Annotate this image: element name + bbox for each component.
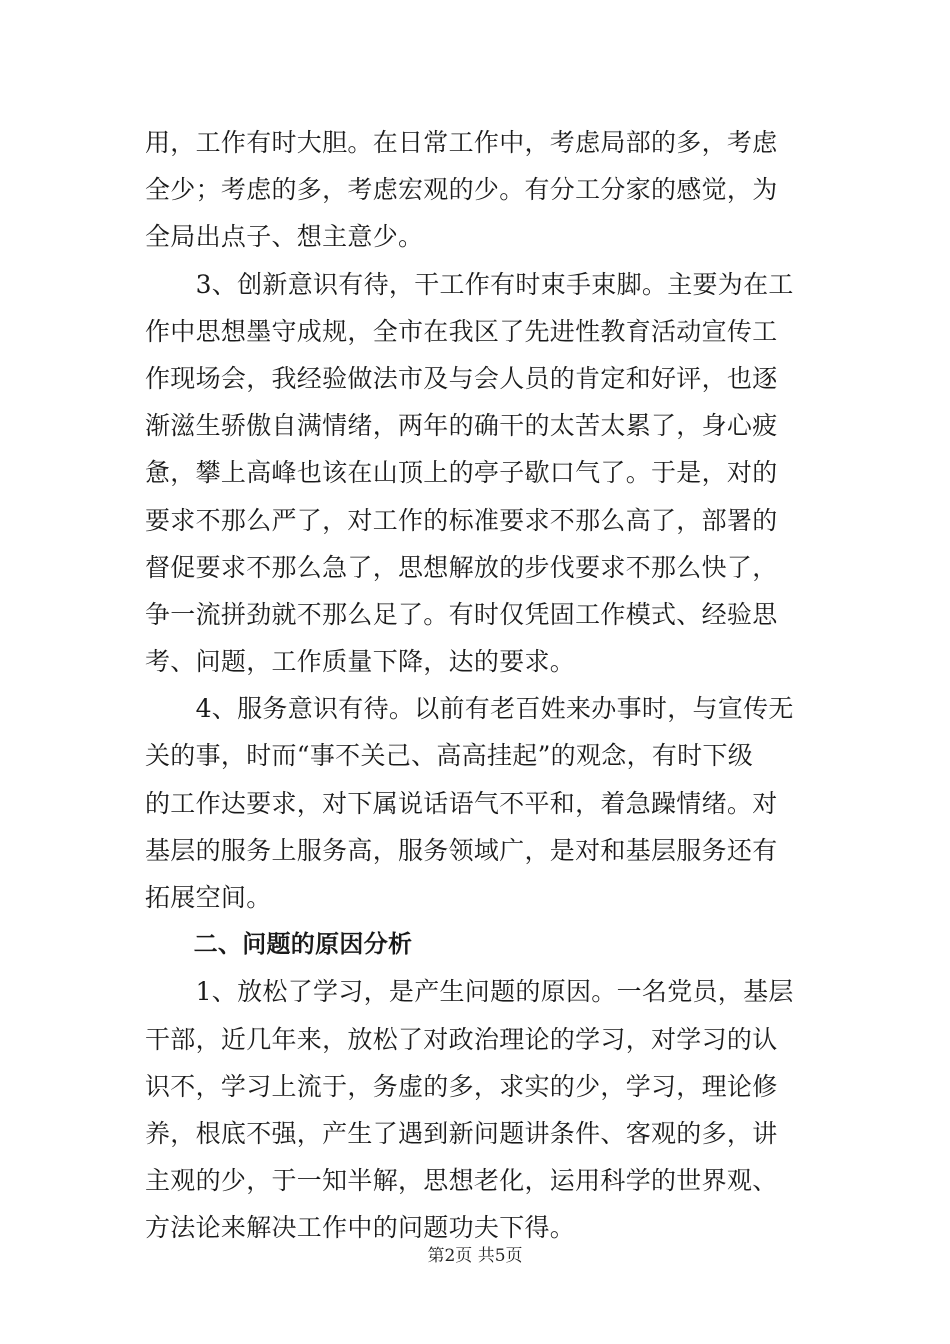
text-line: 渐滋生骄傲自满情绪，两年的确干的太苦太累了，身心疲	[145, 411, 778, 441]
text-line: 识不，学习上流于，务虚的多，求实的少，学习，理论修	[145, 1071, 778, 1101]
text-line: 的工作达要求，对下属说话语气不平和，着急躁情绪。对	[145, 788, 778, 818]
text-line: 4、服务意识有待。以前有老百姓来办事时，与宣传无	[145, 694, 794, 724]
text-line: 要求不那么严了，对工作的标准要求不那么高了，部署的	[145, 505, 778, 535]
text-line: 惫，攀上高峰也该在山顶上的亭子歇口气了。于是，对的	[145, 458, 778, 488]
text-line: 关的事，时而“事不关己、高高挂起”的观念，有时下级	[145, 741, 754, 771]
section-heading: 二、问题的原因分析	[145, 930, 413, 959]
text-line: 主观的少，于一知半解，思想老化，运用科学的世界观、	[145, 1166, 778, 1196]
text-line: 全少；考虑的多，考虑宏观的少。有分工分家的感觉，为	[145, 175, 778, 205]
page-number: 第2页 共5页	[427, 1246, 523, 1266]
document-body	[145, 119, 807, 1252]
text-line: 干部，近几年来，放松了对政治理论的学习，对学习的认	[145, 1024, 778, 1054]
text-line: 1、放松了学习，是产生问题的原因。一名党员，基层	[145, 977, 794, 1007]
text-line: 督促要求不那么急了，思想解放的步伐要求不那么快了，	[145, 552, 778, 582]
text-line: 方法论来解决工作中的问题功夫下得。	[145, 1213, 576, 1243]
text-line: 考、问题，工作质量下降，达的要求。	[145, 647, 576, 677]
text-line: 用，工作有时大胆。在日常工作中，考虑局部的多，考虑	[145, 128, 778, 157]
text-line: 基层的服务上服务高，服务领域广，是对和基层服务还有	[145, 835, 778, 865]
text-line: 全局出点子、想主意少。	[145, 222, 424, 252]
text-line: 养，根底不强，产生了遇到新问题讲条件、客观的多，讲	[145, 1118, 778, 1148]
text-line: 作现场会，我经验做法市及与会人员的肯定和好评，也逐	[145, 363, 778, 393]
text-line: 作中思想墨守成规，全市在我区了先进性教育活动宣传工	[145, 316, 778, 346]
text-line: 争一流拼劲就不那么足了。有时仅凭固工作模式、经验思	[145, 599, 778, 629]
text-line: 拓展空间。	[145, 883, 272, 912]
text-line: 3、创新意识有待，干工作有时束手束脚。主要为在工	[145, 269, 794, 299]
